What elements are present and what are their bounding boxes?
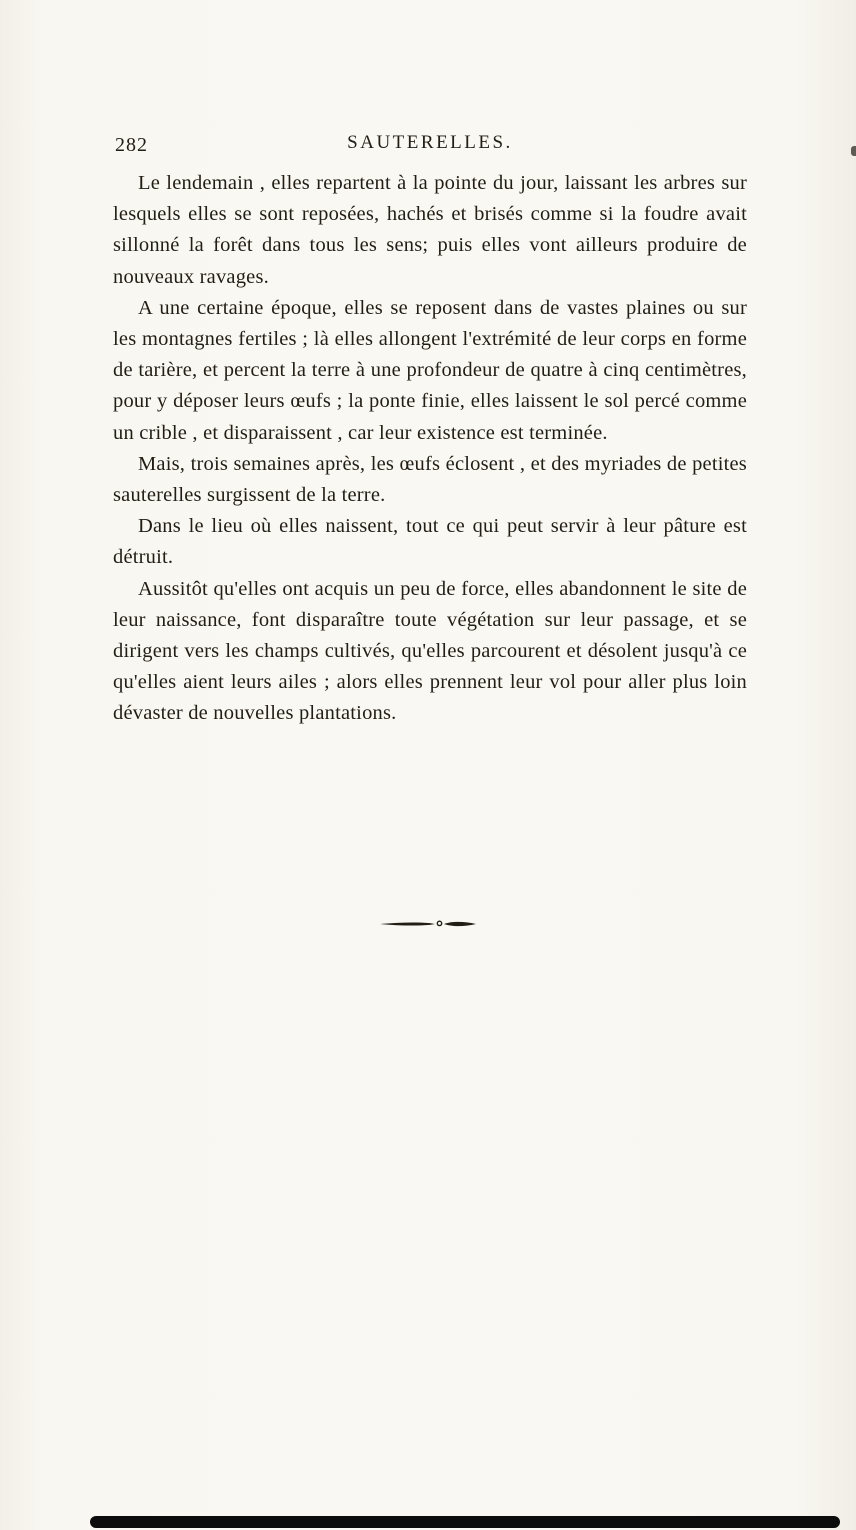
paragraph-1: Le lendemain , elles repartent à la pointe du jour, laissant les arbres sur lesquels elles se sont reposées, hachés et brisés comme si la foudre avait sillonné la forêt dans tous les sens; puis elles vont ailleurs produire de nouveaux ravages. [113,172,747,288]
paragraph-5: Aussitôt qu'elles ont acquis un peu de force, elles abandonnent le site de leur naissance, font disparaître toute végétation sur leur passage, et se dirigent vers les champs cultivés, qu'elles parcourent et désolent jusqu'à ce qu'elles aient leurs ailes ; alors elles prennent leur vol pour aller plus loin dévaster de nouvelles plantations. [113,577,747,725]
paragraph-2: A une certaine époque, elles se reposent dans de vastes plaines ou sur les montagnes fertiles ; là elles allongent l'extrémité de leur corps en forme de tarière, et percent la terre à une profondeur de quatre à cinq centimètres, pour y déposer leurs œufs ; la ponte finie, elles laissent le sol percé comme un crible , et disparaissent , car leur existence est terminée. [113,296,747,444]
divider-ornament-icon [380,918,476,930]
body-text [113,168,747,730]
page-number: 282 [115,134,148,156]
running-header: SAUTERELLES. [347,132,513,153]
page-header [113,132,747,160]
scan-bottom-edge [90,1516,840,1528]
text-block [113,132,747,730]
scan-artifact [851,146,856,156]
paragraph-4: Dans le lieu où elles naissent, tout ce qui peut servir à leur pâture est détruit. [113,515,747,569]
paragraph-3: Mais, trois semaines après, les œufs éclosent , et des myriades de petites sauterelles surgissent de la terre. [113,452,747,507]
